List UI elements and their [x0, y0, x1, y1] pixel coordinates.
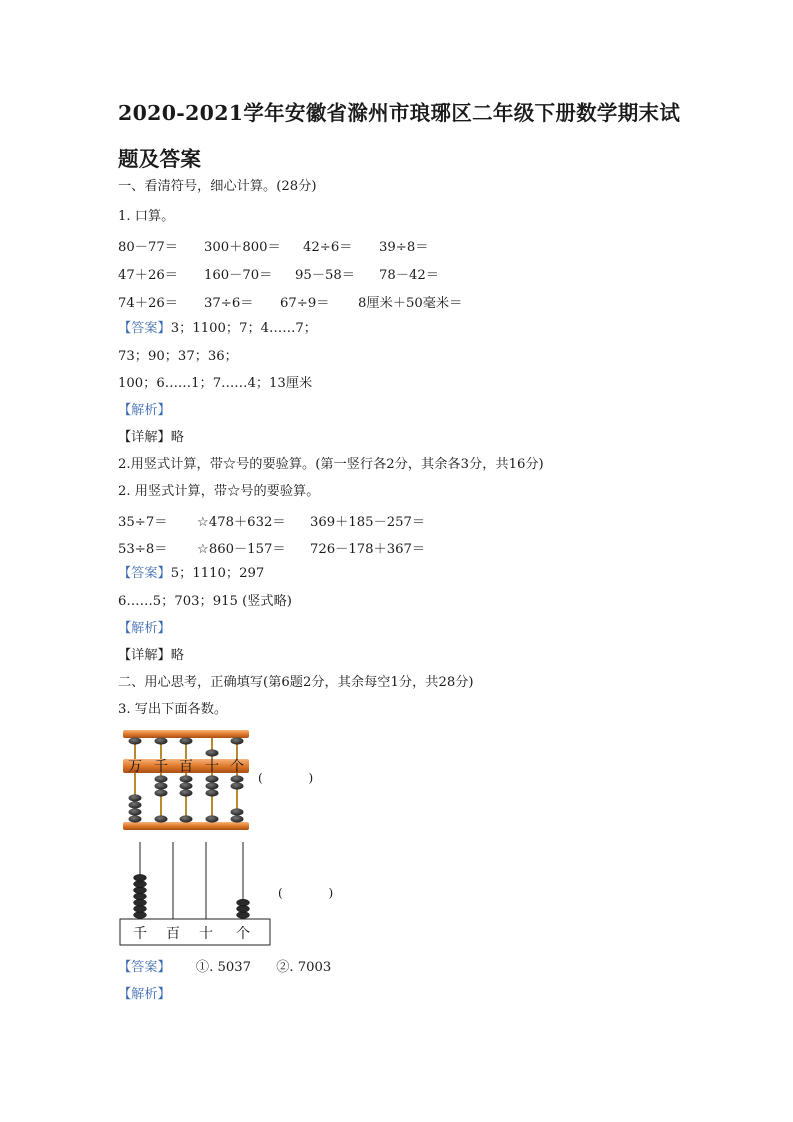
- place-label: 千: [154, 759, 168, 775]
- problem-cell: 67÷9＝: [280, 296, 330, 311]
- abacus-lower-bead: [231, 815, 244, 822]
- counting-bead: [134, 905, 147, 912]
- abacus-upper-bead: [155, 737, 168, 744]
- place-label: 十: [205, 759, 219, 775]
- abacus-lower-bead: [206, 782, 219, 789]
- answer-text: 5；1110；297: [170, 566, 265, 581]
- abacus-frame-figure: [118, 727, 258, 833]
- place-label: 个: [236, 926, 250, 942]
- q2-analysis-tag: 【解析】: [118, 621, 171, 636]
- q3-label: 3. 写出下面各数。: [118, 702, 228, 717]
- abacus-upper-bead: [129, 737, 142, 744]
- answer-blank-2: ( ): [278, 886, 334, 900]
- abacus-lower-bead: [180, 815, 193, 822]
- abacus-lower-bead: [129, 801, 142, 808]
- problem-cell: 78－42＝: [379, 268, 439, 283]
- counting-beads: [134, 874, 250, 918]
- problem-cell: 42÷6＝: [303, 240, 353, 255]
- counting-bead: [237, 905, 250, 912]
- q3-analysis-tag: 【解析】: [118, 987, 171, 1002]
- q1-analysis-tag: 【解析】: [118, 403, 171, 418]
- problem-cell: 37÷6＝: [204, 296, 254, 311]
- q2-detail: 【详解】略: [118, 648, 184, 663]
- place-label: 千: [133, 926, 147, 942]
- abacus-lower-bead: [129, 815, 142, 822]
- problem-cell: 74＋26＝: [118, 296, 178, 311]
- abacus-lower-bead: [155, 775, 168, 782]
- q2-label: 2. 用竖式计算，带☆号的要验算。: [118, 484, 320, 499]
- place-label: 百: [166, 926, 180, 942]
- problem-cell: 39÷8＝: [379, 240, 429, 255]
- counting-frame-svg: [118, 840, 278, 948]
- q1-label: 1. 口算。: [118, 209, 175, 224]
- q2-answer-line-2: 6……5；703；915 (竖式略): [118, 594, 292, 609]
- problem-cell: ☆860－157＝: [197, 542, 286, 557]
- abacus-lower-bead: [129, 794, 142, 801]
- title-line-2: 题及答案: [118, 147, 202, 171]
- abacus-lower-bead: [231, 775, 244, 782]
- problem-cell: 300＋800＝: [204, 240, 281, 255]
- abacus-lower-bead: [180, 782, 193, 789]
- section1-heading: 一、看清符号，细心计算。(28分): [118, 179, 317, 194]
- counting-bead: [134, 874, 147, 881]
- place-label: 十: [199, 926, 213, 942]
- q1-answer-line-3: 100；6……1；7……4；13厘米: [118, 376, 313, 391]
- answer-tag: 【答案】: [118, 321, 171, 336]
- problem-cell: 369＋185－257＝: [310, 515, 426, 530]
- q1-answer-line-2: 73；90；37；36；: [118, 349, 238, 364]
- counting-bead: [134, 912, 147, 919]
- counting-bead: [134, 893, 147, 900]
- answer-tag: 【答案】: [118, 960, 171, 975]
- title-line-1: 2020-2021学年安徽省滁州市琅琊区二年级下册数学期末试: [118, 101, 681, 125]
- problem-cell: 160－70＝: [204, 268, 273, 283]
- problem-cell: 8厘米＋50毫米＝: [358, 296, 463, 311]
- place-label: 万: [128, 759, 142, 775]
- q1-detail: 【详解】略: [118, 430, 184, 445]
- q2-answer: [118, 565, 264, 583]
- abacus-lower-bead: [231, 782, 244, 789]
- abacus-upper-bead: [206, 749, 219, 756]
- abacus-lower-bead: [206, 775, 219, 782]
- abacus-lower-bead: [206, 789, 219, 796]
- abacus-lower-bead: [206, 815, 219, 822]
- abacus-upper-bead: [180, 737, 193, 744]
- counting-rods: [140, 842, 243, 919]
- abacus-lower-bead: [155, 782, 168, 789]
- counting-bead: [237, 899, 250, 906]
- place-label: 个: [230, 759, 244, 775]
- abacus-top-bar: [123, 730, 249, 738]
- abacus-upper-bead: [231, 737, 244, 744]
- abacus-lower-bead: [231, 808, 244, 815]
- abacus-bottom-bar: [123, 822, 249, 830]
- abacus-lower-bead: [180, 789, 193, 796]
- q1-answer: [118, 320, 317, 338]
- problem-cell: 95－58＝: [295, 268, 355, 283]
- problem-cell: 53÷8＝: [118, 542, 168, 557]
- problem-cell: 726－178＋367＝: [310, 542, 426, 557]
- answer-text: ①. 5037 ②. 7003: [195, 960, 332, 975]
- counting-bead: [237, 912, 250, 919]
- answer-tag: 【答案】: [118, 566, 171, 581]
- q2-intro: 2.用竖式计算，带☆号的要验算。(第一竖行各2分，其余各3分，共16分): [118, 457, 544, 472]
- problem-cell: 47＋26＝: [118, 268, 178, 283]
- abacus-lower-bead: [180, 775, 193, 782]
- abacus-lower-bead: [129, 808, 142, 815]
- problem-cell: 80－77＝: [118, 240, 178, 255]
- counting-bead: [134, 887, 147, 894]
- abacus-lower-bead: [155, 789, 168, 796]
- counting-bead: [134, 881, 147, 888]
- q3-answer: [118, 959, 331, 977]
- abacus-frame-svg: [118, 727, 258, 833]
- answer-blank-1: ( ): [258, 771, 314, 785]
- counting-frame-figure: [118, 840, 278, 948]
- place-label: 百: [179, 759, 193, 775]
- problem-cell: 35÷7＝: [118, 515, 168, 530]
- problem-cell: ☆478＋632＝: [197, 515, 286, 530]
- counting-bead: [134, 899, 147, 906]
- abacus-lower-bead: [155, 815, 168, 822]
- section2-heading: 二、用心思考，正确填写(第6题2分，其余每空1分，共28分): [118, 675, 474, 690]
- answer-text: 3；1100；7；4……7；: [170, 321, 317, 336]
